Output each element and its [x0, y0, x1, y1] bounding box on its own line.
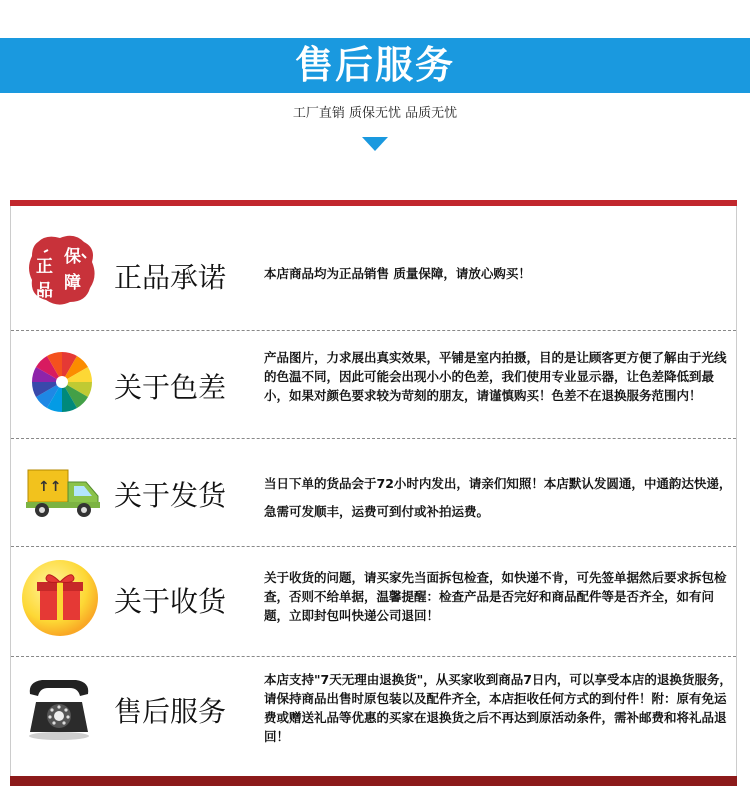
- divider: [11, 438, 736, 439]
- page-title: 售后服务: [294, 43, 455, 87]
- telephone-icon: [22, 672, 96, 742]
- section-text: 关于收货的问题，请买家先当面拆包检查，如快递不肯，可先签单据然后要求拆包检查，否则不给单据，温馨提醒：检查产品是否完好和商品配件等是否齐全，如有问题，立即封包叫快递公司退回！: [264, 570, 727, 623]
- svg-text:障: 障: [64, 273, 81, 293]
- genuine-seal-icon: [24, 232, 100, 308]
- section-heading: 关于色差: [114, 371, 227, 404]
- gift-box-icon: [20, 558, 100, 638]
- divider: [11, 656, 736, 657]
- color-wheel-icon: [30, 350, 94, 414]
- section-heading: 关于发货: [114, 479, 227, 512]
- panel-top-bar: [10, 200, 737, 206]
- svg-text:保: 保: [64, 247, 81, 267]
- divider: [11, 546, 736, 547]
- divider: [11, 330, 736, 331]
- section-text: 本店商品均为正品销售 质量保障，请放心购买！: [264, 266, 531, 281]
- slogan: 工厂直销 质保无忧 品质无忧: [292, 106, 458, 121]
- panel-bottom-bar: [10, 776, 737, 786]
- section-heading: 售后服务: [114, 695, 227, 728]
- section-text: 本店支持"7天无理由退换货"，从买家收到商品7日内，可以享受本店的退换货服务，请保持商品出售时原包装以及配件齐全，本店拒收任何方式的到付件！附：原有免运费或赠送礼品等优惠的买家在退换货之后不再达到原活动条件，需补邮费和将礼品退回！: [264, 672, 732, 744]
- section-text: 当日下单的货品会于72小时内发出，请亲们知照！本店默认发圆通，中通韵达快递，急需可发顺丰，运费可到付或补拍运费。: [264, 476, 732, 519]
- svg-text:↑↑: ↑↑: [38, 479, 62, 495]
- section-heading: 关于收货: [114, 585, 227, 618]
- delivery-truck-icon: [24, 464, 104, 520]
- section-heading: 正品承诺: [114, 261, 227, 294]
- down-arrow-icon: [362, 137, 388, 151]
- svg-text:正: 正: [36, 257, 53, 277]
- section-text: 产品图片，力求展出真实效果，平铺是室内拍摄，目的是让顾客更方便了解由于光线的色温不同，因此可能会出现小小的色差，我们使用专业显示器，让色差降低到最小，如果对颜色要求较为苛刻的朋友，请谨慎购买！色差不在退换服务范围内！: [264, 350, 727, 403]
- svg-text:品: 品: [36, 281, 53, 301]
